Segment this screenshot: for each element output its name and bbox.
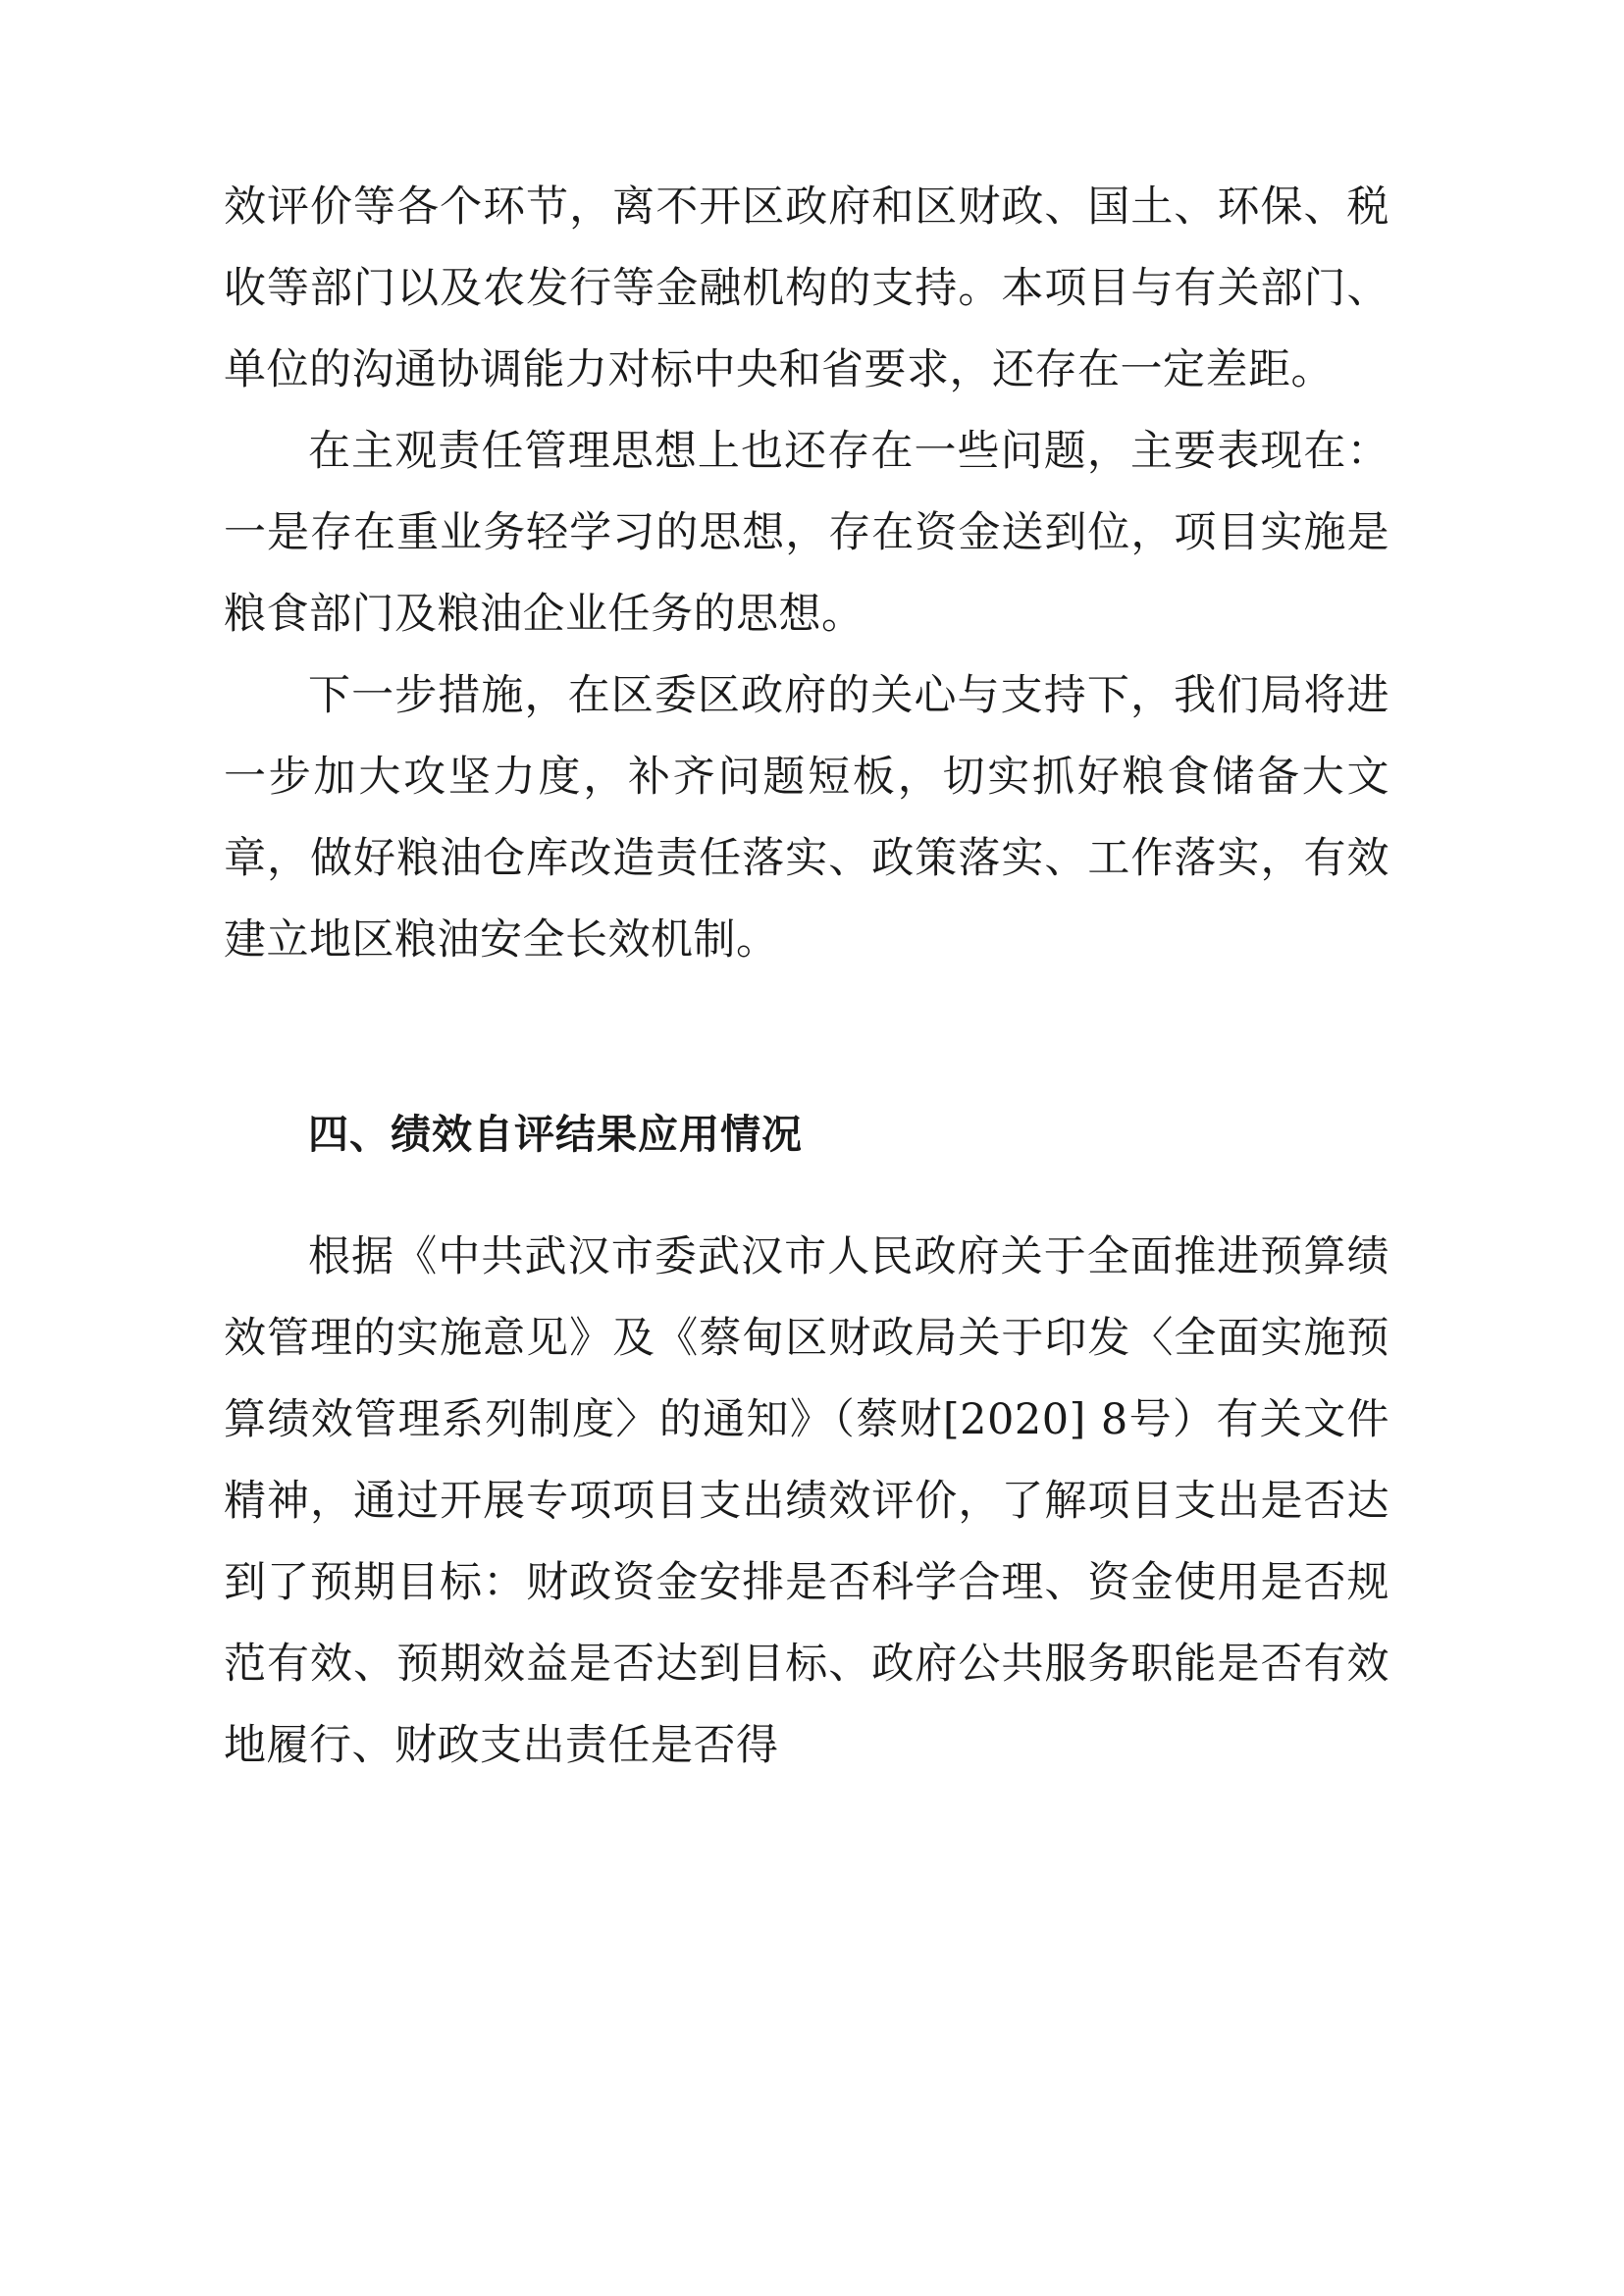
document-body <box>224 167 1389 1787</box>
paragraph-continued: 效评价等各个环节，离不开区政府和区财政、国土、环保、税收等部门以及农发行等金融机构的支持。本项目与有关部门、单位的沟通协调能力对标中央和省要求，还存在一定差距。 <box>224 183 1389 394</box>
spacer-before-heading <box>224 981 1389 1095</box>
section-heading-four: 四、绩效自评结果应用情况 <box>308 1111 803 1158</box>
paragraph-next-steps: 下一步措施，在区委区政府的关心与支持下，我们局将进一步加大攻坚力度，补齐问题短板，切实抓好粮食储备大文章，做好粮油仓库改造责任落实、政策落实、工作落实，有效建立地区粮油安全长效机制。 <box>224 671 1389 965</box>
spacer-after-heading <box>224 1174 1389 1217</box>
paragraph-subjective-responsibility: 在主观责任管理思想上也还存在一些问题，主要表现在：一是存在重业务轻学习的思想，存在资金送到位，项目实施是粮食部门及粮油企业任务的思想。 <box>224 427 1389 639</box>
paragraph-policy-basis: 根据《中共武汉市委武汉市人民政府关于全面推进预算绩效管理的实施意见》及《蔡甸区财政局关于印发〈全面实施预算绩效管理系列制度〉的通知》（蔡财[2020] 8号）有关文件精神，通过开展专项项目支出绩效评价，了解项目支出是否达到了预期目标：财政资金安排是否科学合理、资金使用是否规范有效、预期效益是否达到目标、政府公共服务职能是否有效地履行、财政支出责任是否得 <box>224 1232 1389 1770</box>
